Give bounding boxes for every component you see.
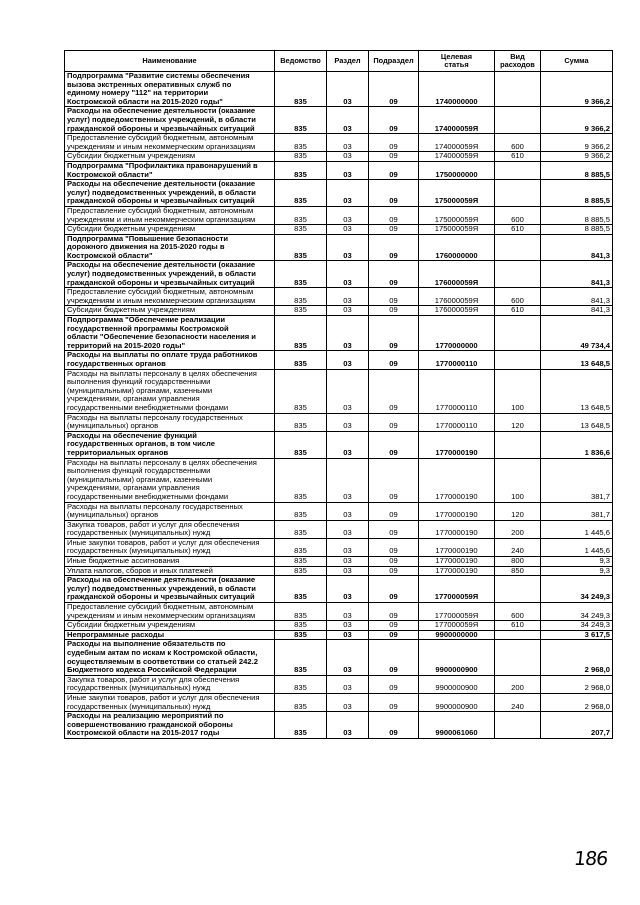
cell-statya: 1770000000 <box>419 316 495 351</box>
cell-summa: 2 968,0 <box>541 675 613 693</box>
cell-razdel: 03 <box>327 640 369 675</box>
cell-vedomstvo: 835 <box>275 152 327 162</box>
cell-razdel: 03 <box>327 369 369 413</box>
cell-name: Подпрограмма "Обеспечение реализации государственной программы Костромской области "Обеспечение безопасности населения и территорий на 2015-2020 годы" <box>65 316 275 351</box>
cell-vedomstvo: 835 <box>275 72 327 107</box>
cell-razdel: 03 <box>327 234 369 261</box>
cell-statya: 1770000190 <box>419 566 495 576</box>
cell-razdel: 03 <box>327 180 369 207</box>
cell-name: Расходы на выплаты по оплате труда работников государственных органов <box>65 351 275 369</box>
cell-name: Непрограммные расходы <box>65 630 275 640</box>
cell-vedomstvo: 835 <box>275 288 327 306</box>
cell-vid: 850 <box>495 566 541 576</box>
cell-name: Предоставление субсидий бюджетным, автономным учреждениям и иным некоммерческим организациям <box>65 206 275 224</box>
cell-podrazdel: 09 <box>369 675 419 693</box>
cell-podrazdel: 09 <box>369 640 419 675</box>
table-row <box>65 107 613 134</box>
cell-razdel: 03 <box>327 351 369 369</box>
cell-name: Закупка товаров, работ и услуг для обеспечения государственных (муниципальных) нужд <box>65 675 275 693</box>
cell-vedomstvo: 835 <box>275 621 327 631</box>
cell-statya: 9900000900 <box>419 675 495 693</box>
table-row <box>65 72 613 107</box>
cell-summa: 9 366,2 <box>541 152 613 162</box>
cell-name: Уплата налогов, сборов и иных платежей <box>65 566 275 576</box>
cell-name: Расходы на обеспечение деятельности (оказание услуг) подведомственных учреждений, в области гражданской обороны и чрезвычайных ситуаций <box>65 107 275 134</box>
cell-podrazdel: 09 <box>369 206 419 224</box>
cell-statya: 1760000000 <box>419 234 495 261</box>
cell-summa: 8 885,5 <box>541 206 613 224</box>
cell-podrazdel: 09 <box>369 306 419 316</box>
cell-vedomstvo: 835 <box>275 640 327 675</box>
cell-vid: 610 <box>495 306 541 316</box>
cell-summa: 8 885,5 <box>541 161 613 179</box>
cell-vedomstvo: 835 <box>275 351 327 369</box>
table-row <box>65 640 613 675</box>
cell-vedomstvo: 835 <box>275 557 327 567</box>
table-header-row <box>65 51 613 72</box>
cell-vid <box>495 261 541 288</box>
cell-vedomstvo: 835 <box>275 576 327 603</box>
cell-statya: 176000059Я <box>419 288 495 306</box>
cell-statya: 9900000000 <box>419 630 495 640</box>
cell-vedomstvo: 835 <box>275 520 327 538</box>
cell-podrazdel: 09 <box>369 180 419 207</box>
cell-vid <box>495 234 541 261</box>
cell-statya: 9900061060 <box>419 712 495 739</box>
cell-summa: 34 249,3 <box>541 621 613 631</box>
cell-name: Подпрограмма "Развитие системы обеспечения вызова экстренных оперативных служб по единому номеру "112" на территории Костромской области на 2015-2020 годы" <box>65 72 275 107</box>
cell-vid <box>495 161 541 179</box>
cell-name: Субсидии бюджетным учреждениям <box>65 152 275 162</box>
cell-vid <box>495 576 541 603</box>
column-header-podrazdel: Подраздел <box>369 51 419 72</box>
cell-summa: 841,3 <box>541 288 613 306</box>
cell-name: Субсидии бюджетным учреждениям <box>65 621 275 631</box>
cell-summa: 381,7 <box>541 458 613 502</box>
cell-podrazdel: 09 <box>369 413 419 431</box>
cell-name: Расходы на выполнение обязательств по судебным актам по искам к Костромской области, осуществляемым в соответствии со статьей 242.2 Бюджетного кодекса Российской Федерации <box>65 640 275 675</box>
cell-statya: 1740000000 <box>419 72 495 107</box>
cell-razdel: 03 <box>327 630 369 640</box>
cell-name: Расходы на обеспечение деятельности (оказание услуг) подведомственных учреждений, в области гражданской обороны и чрезвычайных ситуаций <box>65 180 275 207</box>
cell-vedomstvo: 835 <box>275 225 327 235</box>
cell-summa: 13 648,5 <box>541 369 613 413</box>
cell-statya: 1770000110 <box>419 369 495 413</box>
cell-name: Подпрограмма "Профилактика правонарушений в Костромской области" <box>65 161 275 179</box>
cell-vid: 200 <box>495 520 541 538</box>
cell-razdel: 03 <box>327 152 369 162</box>
cell-podrazdel: 09 <box>369 520 419 538</box>
cell-vedomstvo: 835 <box>275 369 327 413</box>
cell-name: Предоставление субсидий бюджетным, автономным учреждениям и иным некоммерческим организациям <box>65 288 275 306</box>
cell-statya: 1770000190 <box>419 502 495 520</box>
cell-razdel: 03 <box>327 431 369 458</box>
cell-summa: 841,3 <box>541 306 613 316</box>
cell-name: Подпрограмма "Повышение безопасности дорожного движения на 2015-2020 годы в Костромской области" <box>65 234 275 261</box>
cell-podrazdel: 09 <box>369 234 419 261</box>
cell-name: Закупка товаров, работ и услуг для обеспечения государственных (муниципальных) нужд <box>65 520 275 538</box>
cell-vid: 100 <box>495 458 541 502</box>
cell-statya: 176000059Я <box>419 261 495 288</box>
cell-vid: 600 <box>495 603 541 621</box>
table-row <box>65 603 613 621</box>
cell-statya: 175000059Я <box>419 225 495 235</box>
table-row <box>65 180 613 207</box>
cell-vid <box>495 640 541 675</box>
cell-razdel: 03 <box>327 520 369 538</box>
cell-statya: 1770000110 <box>419 351 495 369</box>
cell-vedomstvo: 835 <box>275 431 327 458</box>
cell-name: Предоставление субсидий бюджетным, автономным учреждениям и иным некоммерческим организациям <box>65 603 275 621</box>
cell-statya: 177000059Я <box>419 621 495 631</box>
cell-vedomstvo: 835 <box>275 675 327 693</box>
cell-vedomstvo: 835 <box>275 261 327 288</box>
cell-vid: 800 <box>495 557 541 567</box>
table-row <box>65 431 613 458</box>
cell-summa: 2 968,0 <box>541 693 613 711</box>
cell-statya: 1750000000 <box>419 161 495 179</box>
cell-vedomstvo: 835 <box>275 306 327 316</box>
cell-vid: 200 <box>495 675 541 693</box>
table-row <box>65 538 613 556</box>
table-body <box>65 72 613 739</box>
cell-podrazdel: 09 <box>369 693 419 711</box>
cell-vid <box>495 431 541 458</box>
cell-podrazdel: 09 <box>369 712 419 739</box>
table-row <box>65 413 613 431</box>
table-row <box>65 261 613 288</box>
cell-podrazdel: 09 <box>369 621 419 631</box>
cell-vid: 240 <box>495 693 541 711</box>
cell-summa: 1 445,6 <box>541 520 613 538</box>
cell-podrazdel: 09 <box>369 369 419 413</box>
cell-vedomstvo: 835 <box>275 693 327 711</box>
cell-podrazdel: 09 <box>369 225 419 235</box>
cell-podrazdel: 09 <box>369 152 419 162</box>
page-number: 186 <box>572 848 609 870</box>
cell-statya: 1770000190 <box>419 458 495 502</box>
table-row <box>65 206 613 224</box>
cell-razdel: 03 <box>327 72 369 107</box>
budget-table <box>64 50 613 739</box>
table-row <box>65 712 613 739</box>
table-row <box>65 502 613 520</box>
cell-summa: 9 366,2 <box>541 134 613 152</box>
cell-name: Расходы на выплаты персоналу государственных (муниципальных) органов <box>65 413 275 431</box>
cell-vid: 610 <box>495 225 541 235</box>
cell-vid: 120 <box>495 413 541 431</box>
cell-razdel: 03 <box>327 306 369 316</box>
cell-statya: 177000059Я <box>419 603 495 621</box>
cell-podrazdel: 09 <box>369 603 419 621</box>
cell-razdel: 03 <box>327 538 369 556</box>
cell-statya: 174000059Я <box>419 107 495 134</box>
cell-vedomstvo: 835 <box>275 180 327 207</box>
column-header-summa: Сумма <box>541 51 613 72</box>
cell-name: Предоставление субсидий бюджетным, автономным учреждениям и иным некоммерческим организациям <box>65 134 275 152</box>
cell-vedomstvo: 835 <box>275 234 327 261</box>
table-row <box>65 557 613 567</box>
cell-razdel: 03 <box>327 458 369 502</box>
cell-summa: 8 885,5 <box>541 180 613 207</box>
table-row <box>65 675 613 693</box>
cell-summa: 9,3 <box>541 566 613 576</box>
cell-vedomstvo: 835 <box>275 161 327 179</box>
cell-vid: 600 <box>495 134 541 152</box>
cell-podrazdel: 09 <box>369 107 419 134</box>
table-row <box>65 369 613 413</box>
cell-razdel: 03 <box>327 693 369 711</box>
cell-podrazdel: 09 <box>369 134 419 152</box>
cell-vedomstvo: 835 <box>275 134 327 152</box>
cell-name: Расходы на выплаты персоналу в целях обеспечения выполнения функций государственными (муниципальными) органами, казенными учреждениями, органами управления государственными внебюджетными фондами <box>65 369 275 413</box>
table-row <box>65 693 613 711</box>
cell-summa: 34 249,3 <box>541 603 613 621</box>
cell-name: Расходы на выплаты персоналу в целях обеспечения выполнения функций государственными (муниципальными) органами, казенными учреждениями, органами управления государственными внебюджетными фондами <box>65 458 275 502</box>
cell-statya: 1770000190 <box>419 520 495 538</box>
cell-razdel: 03 <box>327 288 369 306</box>
table-row <box>65 152 613 162</box>
cell-podrazdel: 09 <box>369 458 419 502</box>
table-row <box>65 234 613 261</box>
cell-statya: 1770000110 <box>419 413 495 431</box>
cell-statya: 174000059Я <box>419 152 495 162</box>
cell-vid: 610 <box>495 152 541 162</box>
cell-podrazdel: 09 <box>369 431 419 458</box>
column-header-vid: Вид расходов <box>495 51 541 72</box>
cell-name: Иные бюджетные ассигнования <box>65 557 275 567</box>
cell-vedomstvo: 835 <box>275 566 327 576</box>
cell-vedomstvo: 835 <box>275 502 327 520</box>
cell-vedomstvo: 835 <box>275 538 327 556</box>
column-header-statya: Целевая статья <box>419 51 495 72</box>
cell-statya: 1770000190 <box>419 431 495 458</box>
cell-summa: 13 648,5 <box>541 351 613 369</box>
cell-razdel: 03 <box>327 225 369 235</box>
table-row <box>65 351 613 369</box>
cell-summa: 3 617,5 <box>541 630 613 640</box>
cell-summa: 8 885,5 <box>541 225 613 235</box>
cell-vid <box>495 712 541 739</box>
cell-podrazdel: 09 <box>369 351 419 369</box>
cell-name: Расходы на обеспечение деятельности (оказание услуг) подведомственных учреждений, в области гражданской обороны и чрезвычайных ситуаций <box>65 261 275 288</box>
cell-podrazdel: 09 <box>369 630 419 640</box>
cell-podrazdel: 09 <box>369 288 419 306</box>
cell-statya: 175000059Я <box>419 206 495 224</box>
cell-razdel: 03 <box>327 621 369 631</box>
cell-statya: 1770000190 <box>419 538 495 556</box>
cell-razdel: 03 <box>327 566 369 576</box>
cell-statya: 175000059Я <box>419 180 495 207</box>
table-row <box>65 458 613 502</box>
cell-razdel: 03 <box>327 161 369 179</box>
cell-razdel: 03 <box>327 675 369 693</box>
cell-razdel: 03 <box>327 502 369 520</box>
cell-summa: 2 968,0 <box>541 640 613 675</box>
cell-summa: 381,7 <box>541 502 613 520</box>
cell-vedomstvo: 835 <box>275 107 327 134</box>
cell-razdel: 03 <box>327 206 369 224</box>
cell-statya: 174000059Я <box>419 134 495 152</box>
cell-podrazdel: 09 <box>369 576 419 603</box>
cell-vedomstvo: 835 <box>275 206 327 224</box>
cell-razdel: 03 <box>327 603 369 621</box>
cell-summa: 49 734,4 <box>541 316 613 351</box>
column-header-vedomstvo: Ведомство <box>275 51 327 72</box>
cell-razdel: 03 <box>327 712 369 739</box>
cell-vid: 120 <box>495 502 541 520</box>
cell-podrazdel: 09 <box>369 161 419 179</box>
cell-vid <box>495 180 541 207</box>
table-row <box>65 316 613 351</box>
cell-name: Расходы на реализацию мероприятий по совершенствованию гражданской обороны Костромской области на 2015-2017 годы <box>65 712 275 739</box>
cell-podrazdel: 09 <box>369 72 419 107</box>
cell-vid: 240 <box>495 538 541 556</box>
cell-summa: 1 445,6 <box>541 538 613 556</box>
cell-summa: 13 648,5 <box>541 413 613 431</box>
cell-summa: 9,3 <box>541 557 613 567</box>
cell-statya: 1770000190 <box>419 557 495 567</box>
cell-razdel: 03 <box>327 261 369 288</box>
cell-statya: 9900000900 <box>419 693 495 711</box>
cell-summa: 34 249,3 <box>541 576 613 603</box>
table-row <box>65 288 613 306</box>
cell-vedomstvo: 835 <box>275 603 327 621</box>
cell-summa: 9 366,2 <box>541 107 613 134</box>
cell-podrazdel: 09 <box>369 261 419 288</box>
cell-razdel: 03 <box>327 557 369 567</box>
table-row <box>65 576 613 603</box>
column-header-razdel: Раздел <box>327 51 369 72</box>
cell-podrazdel: 09 <box>369 557 419 567</box>
table-row <box>65 161 613 179</box>
cell-vedomstvo: 835 <box>275 458 327 502</box>
cell-vid <box>495 630 541 640</box>
cell-vedomstvo: 835 <box>275 413 327 431</box>
cell-summa: 207,7 <box>541 712 613 739</box>
cell-vedomstvo: 835 <box>275 712 327 739</box>
cell-vid <box>495 351 541 369</box>
cell-summa: 9 366,2 <box>541 72 613 107</box>
cell-vid: 610 <box>495 621 541 631</box>
column-header-name: Наименование <box>65 51 275 72</box>
cell-statya: 9900000900 <box>419 640 495 675</box>
cell-razdel: 03 <box>327 316 369 351</box>
cell-statya: 176000059Я <box>419 306 495 316</box>
cell-razdel: 03 <box>327 413 369 431</box>
cell-vid <box>495 316 541 351</box>
cell-vid: 100 <box>495 369 541 413</box>
cell-razdel: 03 <box>327 134 369 152</box>
cell-vid: 600 <box>495 206 541 224</box>
cell-name: Субсидии бюджетным учреждениям <box>65 225 275 235</box>
cell-summa: 841,3 <box>541 261 613 288</box>
cell-podrazdel: 09 <box>369 566 419 576</box>
cell-name: Субсидии бюджетным учреждениям <box>65 306 275 316</box>
cell-summa: 841,3 <box>541 234 613 261</box>
cell-podrazdel: 09 <box>369 316 419 351</box>
cell-statya: 177000059Я <box>419 576 495 603</box>
cell-vedomstvo: 835 <box>275 630 327 640</box>
cell-vid <box>495 107 541 134</box>
table-row <box>65 520 613 538</box>
table-row <box>65 134 613 152</box>
cell-name: Иные закупки товаров, работ и услуг для обеспечения государственных (муниципальных) нужд <box>65 693 275 711</box>
cell-razdel: 03 <box>327 576 369 603</box>
table-row <box>65 225 613 235</box>
cell-podrazdel: 09 <box>369 538 419 556</box>
cell-vedomstvo: 835 <box>275 316 327 351</box>
cell-name: Расходы на выплаты персоналу государственных (муниципальных) органов <box>65 502 275 520</box>
cell-razdel: 03 <box>327 107 369 134</box>
table-row <box>65 621 613 631</box>
cell-name: Расходы на обеспечение деятельности (оказание услуг) подведомственных учреждений, в области гражданской обороны и чрезвычайных ситуаций <box>65 576 275 603</box>
cell-name: Иные закупки товаров, работ и услуг для обеспечения государственных (муниципальных) нужд <box>65 538 275 556</box>
cell-vid: 600 <box>495 288 541 306</box>
cell-name: Расходы на обеспечение функций государственных органов, в том числе территориальных органов <box>65 431 275 458</box>
cell-summa: 1 836,6 <box>541 431 613 458</box>
cell-podrazdel: 09 <box>369 502 419 520</box>
cell-vid <box>495 72 541 107</box>
